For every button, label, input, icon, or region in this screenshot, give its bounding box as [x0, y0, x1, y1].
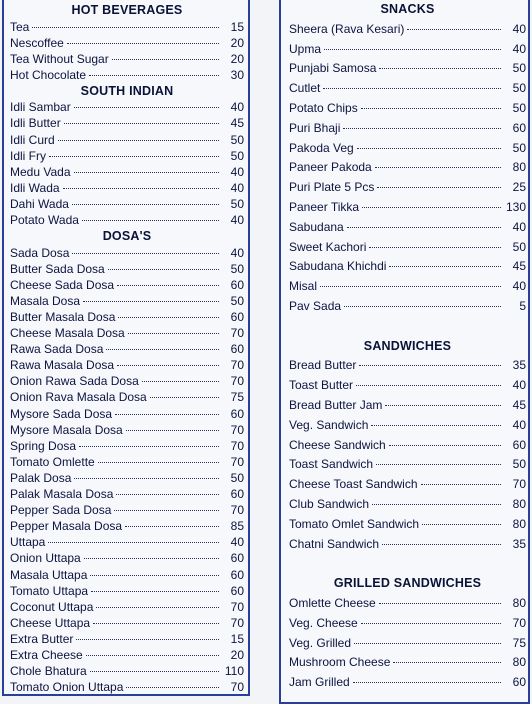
menu-item-price: 45 [512, 397, 526, 412]
dot-leader [115, 414, 219, 415]
menu-item [10, 325, 244, 341]
menu-item [10, 631, 244, 647]
menu-item-name: Sada Dosa [10, 245, 70, 260]
menu-item-price: 40 [512, 378, 526, 393]
menu-item [289, 238, 526, 258]
menu-item-name: Chatni Sandwich [289, 536, 380, 551]
dot-leader [376, 464, 501, 465]
dot-leader [83, 301, 219, 302]
menu-item-price: 45 [512, 259, 526, 274]
dot-leader [63, 188, 219, 189]
dot-leader [48, 542, 219, 543]
menu-item-price: 50 [512, 100, 526, 115]
menu-item [289, 455, 526, 475]
menu-item-price: 25 [512, 180, 526, 195]
menu-item [10, 164, 244, 180]
menu-item [10, 518, 244, 534]
dot-leader [67, 43, 219, 44]
menu-item-name: Hot Chocolate [10, 67, 87, 82]
menu-item [289, 59, 526, 79]
menu-item-price: 60 [230, 487, 244, 502]
menu-item-name: Extra Butter [10, 631, 74, 646]
menu-item-name: Cheese Sada Dosa [10, 277, 115, 292]
menu-item [289, 99, 526, 119]
menu-item-price: 70 [230, 374, 244, 389]
dot-leader [91, 591, 219, 592]
menu-item-price: 85 [230, 519, 244, 534]
menu-item-name: Pepper Sada Dosa [10, 503, 112, 518]
section-title-sandwiches: SANDWICHES [363, 338, 452, 353]
menu-item [10, 438, 244, 454]
menu-item-name: Potato Chips [289, 100, 358, 115]
menu-item-price: 70 [512, 477, 526, 492]
dot-leader [359, 365, 501, 366]
menu-item-price: 60 [230, 567, 244, 582]
menu-item [10, 196, 244, 212]
menu-item-name: Idli Fry [10, 148, 46, 163]
menu-item-price: 60 [512, 675, 526, 690]
menu-item [10, 454, 244, 470]
menu-item [10, 583, 244, 599]
menu-item-price: 40 [230, 535, 244, 550]
dot-leader [407, 29, 501, 30]
menu-item-price: 50 [230, 470, 244, 485]
menu-item-price: 60 [230, 583, 244, 598]
menu-item-price: 30 [230, 67, 244, 82]
menu-item [289, 40, 526, 60]
menu-item [10, 212, 244, 228]
menu-item-price: 70 [512, 615, 526, 630]
menu-item-name: Onion Rawa Sada Dosa [10, 374, 139, 389]
dot-leader [116, 494, 219, 495]
menu-item-price: 80 [512, 595, 526, 610]
menu-item [289, 495, 526, 515]
dot-leader [371, 425, 501, 426]
dot-leader [142, 381, 219, 382]
menu-item [10, 341, 244, 357]
menu-item-price: 50 [512, 239, 526, 254]
dot-leader [343, 128, 501, 129]
menu-item-price: 20 [230, 647, 244, 662]
menu-item-price: 20 [230, 51, 244, 66]
dot-leader [49, 156, 219, 157]
menu-item-name: Butter Masala Dosa [10, 310, 116, 324]
dot-leader [90, 575, 219, 576]
dot-leader [90, 671, 219, 672]
menu-item-price: 40 [230, 245, 244, 260]
dot-leader [126, 430, 219, 431]
menu-item-name: Palak Dosa [10, 470, 72, 485]
menu-item-name: Toast Butter [289, 378, 354, 393]
menu-item-price: 50 [512, 457, 526, 472]
dot-leader [93, 623, 219, 624]
menu-item-price: 60 [230, 277, 244, 292]
dot-leader [72, 204, 219, 205]
dot-leader [347, 227, 501, 228]
menu-item [10, 293, 244, 309]
dot-leader [361, 623, 501, 624]
dot-leader [64, 123, 219, 124]
menu-item-price: 75 [512, 635, 526, 650]
menu-item-name: Bread Butter Jam [289, 397, 383, 412]
menu-item-name: Misal [289, 279, 318, 294]
dot-leader [375, 167, 501, 168]
menu-item [10, 647, 244, 663]
menu-item-price: 80 [512, 160, 526, 175]
dot-leader [74, 478, 219, 479]
menu-item [10, 406, 244, 422]
menu-item-price: 40 [512, 21, 526, 36]
dot-leader [76, 639, 219, 640]
dot-leader [84, 558, 219, 559]
menu-item-price: 70 [230, 599, 244, 614]
menu-item [289, 198, 526, 218]
dot-leader [379, 603, 501, 604]
dot-leader [385, 405, 501, 406]
menu-item [289, 515, 526, 535]
menu-item [10, 534, 244, 550]
section-title-grilled-sandwiches: GRILLED SANDWICHES [333, 576, 482, 591]
menu-item-name: Toast Sandwich [289, 457, 374, 472]
menu-item [289, 673, 526, 693]
menu-item-name: Cheese Toast Sandwich [289, 477, 418, 492]
dot-leader [114, 510, 219, 511]
menu-item-price: 50 [230, 261, 244, 276]
menu-item-name: Jam Grilled [289, 675, 350, 690]
menu-item [289, 20, 526, 40]
dot-leader [320, 286, 501, 287]
menu-item [10, 567, 244, 583]
dot-leader [353, 682, 501, 683]
menu-item-name: Puri Plate 5 Pcs [289, 180, 375, 195]
menu-item-name: Chole Bhatura [10, 664, 87, 679]
menu-item-price: 70 [230, 503, 244, 518]
menu-item [10, 132, 244, 148]
dot-leader [422, 524, 501, 525]
menu-item [10, 486, 244, 502]
menu-item-name: Veg. Sandwich [289, 417, 369, 432]
menu-item-name: Puri Bhaji [289, 120, 341, 135]
menu-item-price: 60 [230, 342, 244, 357]
menu-item [10, 502, 244, 518]
menu-item-name: Coconut Uttapa [10, 599, 94, 614]
dot-leader [369, 247, 501, 248]
menu-item-name: Tomato Omlet Sandwich [289, 516, 420, 531]
dot-leader [357, 148, 501, 149]
menu-item-price: 70 [230, 615, 244, 630]
menu-item-price: 20 [230, 35, 244, 50]
menu-item-price: 70 [230, 438, 244, 453]
menu-item-name: Cheese Sandwich [289, 437, 386, 452]
section-gap [289, 317, 526, 337]
menu-item [10, 389, 244, 405]
menu-item [289, 297, 526, 317]
menu-item [10, 148, 244, 164]
dot-leader [89, 75, 219, 76]
menu-item-name: Bread Butter [289, 358, 357, 373]
dot-leader [117, 285, 219, 286]
menu-item-price: 50 [512, 61, 526, 76]
dot-leader [382, 544, 501, 545]
menu-item [10, 357, 244, 373]
dot-leader [361, 108, 501, 109]
menu-item-price: 40 [512, 279, 526, 294]
menu-item-name: Idli Sambar [10, 100, 71, 115]
dot-leader [79, 446, 219, 447]
menu-item [289, 475, 526, 495]
dot-leader [126, 687, 219, 688]
menu-item-price: 80 [512, 496, 526, 511]
menu-item-name: Veg. Cheese [289, 615, 358, 630]
menu-item-name: Cheese Uttapa [10, 615, 91, 630]
menu-item-price: 50 [230, 148, 244, 163]
dot-leader [125, 526, 219, 527]
menu-item [289, 614, 526, 634]
menu-item-name: Rawa Masala Dosa [10, 358, 115, 373]
dot-leader [377, 187, 501, 188]
dot-leader [393, 662, 501, 663]
menu-item [10, 67, 244, 83]
dot-leader [32, 27, 219, 28]
menu-item-name: Veg. Grilled [289, 635, 352, 650]
menu-item-price: 40 [512, 417, 526, 432]
menu-item-name: Club Sandwich [289, 496, 370, 511]
menu-item-price: 70 [230, 326, 244, 341]
dot-leader [108, 269, 219, 270]
menu-item [10, 470, 244, 486]
menu-item-name: Onion Rava Masala Dosa [10, 390, 147, 405]
menu-item-name: Masala Uttapa [10, 567, 88, 582]
menu-item-price: 130 [505, 199, 526, 214]
menu-item-name: Tomato Omlette [10, 454, 95, 469]
menu-item [10, 679, 244, 695]
menu-item-name: Mushroom Cheese [289, 655, 391, 670]
dot-leader [112, 59, 219, 60]
menu-item [289, 158, 526, 178]
menu-item [10, 115, 244, 131]
dot-leader [323, 88, 501, 89]
menu-item-name: Tomato Onion Uttapa [10, 680, 124, 695]
left-menu-column [2, 0, 250, 696]
menu-item-name: Dahi Wada [10, 196, 69, 211]
menu-item-name: Tea Without Sugar [10, 51, 109, 66]
dot-leader [354, 643, 501, 644]
menu-item-name: Paneer Tikka [289, 199, 360, 214]
menu-item [10, 180, 244, 196]
menu-item [289, 277, 526, 297]
menu-item [289, 634, 526, 654]
menu-item [10, 99, 244, 115]
menu-item-name: Sabudana Khichdi [289, 259, 387, 274]
menu-item-price: 50 [230, 196, 244, 211]
menu-item-price: 50 [512, 81, 526, 96]
menu-item-price: 40 [512, 219, 526, 234]
dot-leader [96, 607, 219, 608]
dot-leader [150, 397, 219, 398]
menu-item-name: Upma [289, 41, 322, 56]
menu-item-name: Punjabi Samosa [289, 61, 377, 76]
menu-item-name: Pepper Masala Dosa [10, 519, 123, 534]
menu-item-name: Pakoda Veg [289, 140, 354, 155]
menu-item [10, 309, 244, 325]
menu-item [10, 35, 244, 51]
menu-item-price: 15 [230, 19, 244, 34]
menu-item-name: Cheese Masala Dosa [10, 326, 125, 341]
menu-item-name: Tomato Uttapa [10, 583, 89, 598]
right-menu-column [279, 0, 530, 704]
menu-item-price: 35 [512, 358, 526, 373]
menu-item [10, 663, 244, 679]
menu-item-name: Nescoffee [10, 35, 64, 50]
menu-item-price: 40 [512, 41, 526, 56]
menu-item-name: Idli Butter [10, 116, 61, 131]
dot-leader [74, 172, 220, 173]
menu-item [289, 79, 526, 99]
menu-item-price: 70 [230, 680, 244, 695]
dot-leader [72, 253, 219, 254]
dot-leader [74, 107, 219, 108]
menu-item-price: 50 [512, 140, 526, 155]
menu-item-name: Palak Masala Dosa [10, 487, 114, 502]
menu-item [289, 376, 526, 396]
menu-item-name: Omlette Cheese [289, 595, 376, 610]
menu-item-name: Pav Sada [289, 298, 342, 313]
menu-item-name: Butter Sada Dosa [10, 261, 105, 276]
menu-item [10, 373, 244, 389]
menu-item [289, 218, 526, 238]
menu-item-price: 15 [230, 631, 244, 646]
menu-item-name: Masala Dosa [10, 293, 81, 308]
menu-item [289, 356, 526, 376]
dot-leader [128, 333, 219, 334]
menu-item-price: 40 [230, 164, 244, 179]
dot-leader [421, 484, 501, 485]
menu-item [10, 261, 244, 277]
menu-item-name: Potato Wada [10, 213, 79, 228]
menu-item-price: 75 [230, 390, 244, 405]
menu-item [289, 178, 526, 198]
menu-item-name: Idli Curd [10, 132, 55, 147]
menu-item-name: Rawa Sada Dosa [10, 342, 104, 357]
menu-item-price: 40 [230, 100, 244, 115]
menu-item-price: 70 [230, 454, 244, 469]
menu-item [289, 416, 526, 436]
menu-item-name: Onion Uttapa [10, 551, 81, 566]
dot-leader [344, 306, 501, 307]
menu-item-price: 60 [230, 551, 244, 566]
menu-item [10, 51, 244, 67]
menu-item-price: 80 [512, 516, 526, 531]
menu-item-price: 70 [230, 422, 244, 437]
dot-leader [118, 317, 219, 318]
menu-item [10, 422, 244, 438]
dot-leader [82, 220, 219, 221]
menu-item-price: 60 [230, 406, 244, 421]
dot-leader [389, 445, 501, 446]
dot-leader [86, 655, 219, 656]
dot-leader [324, 49, 501, 50]
menu-item-price: 5 [519, 298, 526, 313]
menu-item-name: Sheera (Rava Kesari) [289, 21, 405, 36]
dot-leader [58, 140, 219, 141]
menu-item-name: Extra Cheese [10, 647, 83, 662]
dot-leader [356, 385, 501, 386]
menu-item-name: Medu Vada [10, 164, 71, 179]
menu-item-price: 60 [230, 310, 244, 324]
dot-leader [98, 462, 219, 463]
section-title-dosa-s: DOSA'S [102, 229, 152, 244]
dot-leader [379, 68, 501, 69]
section-gap [289, 554, 526, 574]
section-title-south-indian: SOUTH INDIAN [80, 83, 174, 98]
dot-leader [372, 504, 501, 505]
menu-item-price: 50 [230, 132, 244, 147]
menu-item-price: 40 [230, 213, 244, 228]
menu-item-name: Tea [10, 19, 30, 34]
menu-item [289, 436, 526, 456]
menu-item-name: Mysore Sada Dosa [10, 406, 113, 421]
dot-leader [117, 365, 219, 366]
menu-item-name: Cutlet [289, 81, 321, 96]
menu-item-price: 70 [230, 358, 244, 373]
menu-item [289, 396, 526, 416]
menu-item [10, 615, 244, 631]
menu-item [289, 139, 526, 159]
menu-item [289, 257, 526, 277]
menu-item [10, 277, 244, 293]
menu-item-price: 110 [224, 664, 244, 679]
menu-item-price: 80 [512, 655, 526, 670]
section-title-hot-beverages: HOT BEVERAGES [71, 3, 183, 17]
menu-item-name: Sabudana [289, 219, 344, 234]
menu-item [10, 245, 244, 261]
menu-item-price: 45 [230, 116, 244, 131]
menu-item [289, 653, 526, 673]
menu-item-name: Idli Wada [10, 180, 60, 195]
menu-item-price: 60 [512, 120, 526, 135]
menu-item-price: 35 [512, 536, 526, 551]
menu-item [10, 19, 244, 35]
dot-leader [362, 207, 501, 208]
menu-item-name: Spring Dosa [10, 438, 77, 453]
menu-item-name: Uttapa [10, 535, 46, 550]
menu-item [289, 119, 526, 139]
menu-item [289, 594, 526, 614]
dot-leader [106, 349, 219, 350]
menu-item-price: 50 [230, 293, 244, 308]
menu-item [289, 535, 526, 555]
menu-item-price: 40 [230, 180, 244, 195]
menu-item-name: Paneer Pakoda [289, 160, 372, 175]
menu-item [10, 599, 244, 615]
menu-item-name: Sweet Kachori [289, 239, 367, 254]
menu-item-name: Mysore Masala Dosa [10, 422, 123, 437]
menu-item-price: 60 [512, 437, 526, 452]
menu-item [10, 550, 244, 566]
section-title-snacks: SNACKS [380, 2, 435, 16]
dot-leader [389, 266, 501, 267]
